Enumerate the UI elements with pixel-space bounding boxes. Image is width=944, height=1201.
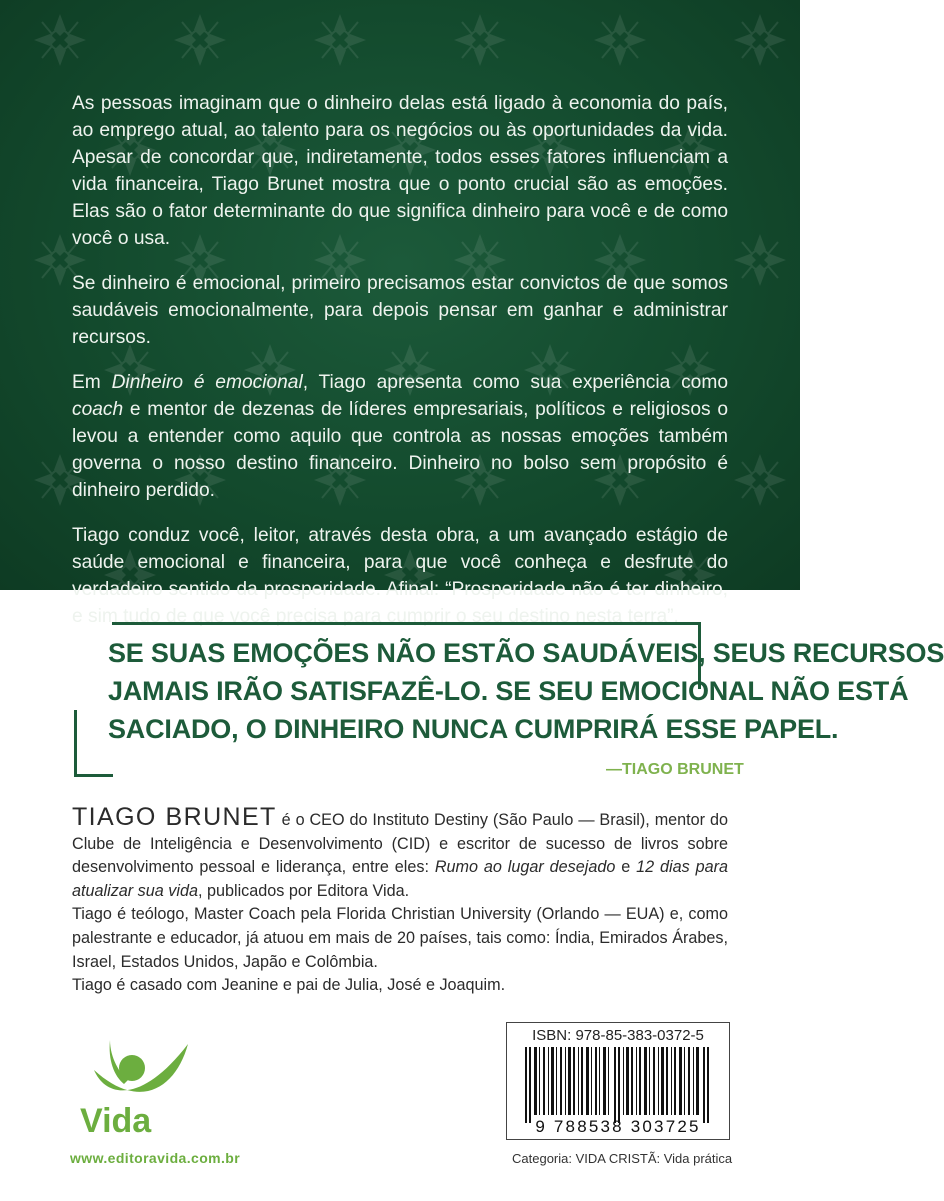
isbn-barcode xyxy=(506,1022,730,1140)
book-title: Dinheiro é emocional xyxy=(111,372,303,393)
publisher-logo-text: Vida xyxy=(80,1102,152,1140)
book-title-1: Rumo ao lugar desejado xyxy=(434,858,616,877)
quote-line-3: SACIADO, O DINHEIRO NUNCA CUMPRIRÁ ESSE PAPEL. xyxy=(108,714,839,744)
p3-prefix: Em xyxy=(72,372,112,393)
synopsis-text xyxy=(72,90,728,648)
p3-rest: e mentor de dezenas de líderes empresariais, políticos e religiosos o levou a entender como aquilo que controla as nossas emoções também governa o nosso destino financeiro. Dinheiro no bolso sem propósito é dinheiro perdido. xyxy=(72,399,728,501)
bio-p1-end: , publicados por Editora Vida. xyxy=(197,881,410,900)
publisher-logo xyxy=(80,1040,200,1140)
author-name: TIAGO BRUNET xyxy=(72,803,277,831)
book-category: Categoria: VIDA CRISTÃ: Vida prática xyxy=(512,1151,733,1166)
isbn-label: ISBN: 978-85-383-0372-5 xyxy=(532,1027,704,1044)
quote-line-2: JAMAIS IRÃO SATISFAZÊ-LO. SE SEU EMOCIONAL NÃO ESTÁ xyxy=(108,676,909,706)
quote-attribution: —TIAGO BRUNET xyxy=(606,761,744,778)
vida-figure-icon xyxy=(80,1040,200,1110)
bio-paragraph-1 xyxy=(72,803,728,903)
pull-quote xyxy=(72,620,944,780)
barcode-digits: 9 788538 303725 xyxy=(535,1117,701,1136)
synopsis-paragraph-1: As pessoas imaginam que o dinheiro delas está ligado à economia do país, ao emprego atual, ao talento para os negócios ou às oportunidades da vida. Apesar de concordar que, indiretamente, todos esses fatores influenciam a vida financeira, Tiago Brunet mostra que o ponto crucial são as emoções. Elas são o fator determinante do que significa dinheiro para você e de como você o usa. xyxy=(72,93,728,249)
p3-mid: , Tiago apresenta como sua experiência como xyxy=(302,372,728,393)
synopsis-paragraph-2: Se dinheiro é emocional, primeiro precisamos estar convictos de que somos saudáveis emocionalmente, para depois pensar em ganhar e administrar recursos. xyxy=(72,273,728,348)
quote-line-1: SE SUAS EMOÇÕES NÃO ESTÃO SAUDÁVEIS, SEUS RECURSOS xyxy=(108,638,944,668)
publisher-website[interactable]: www.editoravida.com.br xyxy=(70,1150,241,1166)
coach-term: coach xyxy=(72,399,124,420)
synopsis-paragraph-4: Tiago conduz você, leitor, através desta obra, a um avançado estágio de saúde emocional e financeira, para que você conheça e desfrute do verdadeiro sentido da prosperidade. Afinal: “Prosperidade não é ter dinheiro, e sim tudo de que você precisa para cumprir o seu destino nesta terra”. xyxy=(72,525,728,627)
book-title-2: 12 dias para atualizar sua vida xyxy=(72,858,728,900)
bio-paragraph-2: Tiago é teólogo, Master Coach pela Florida Christian University (Orlando — EUA) e, como palestrante e educador, já atuou em mais de 20 países, tais como: Índia, Emirados Árabes, Israel, Estados Unidos, Japão e Colômbia. xyxy=(72,905,728,971)
quote-text xyxy=(108,634,944,748)
author-bio xyxy=(72,803,728,998)
bio-p1-rest: é o CEO do Instituto Destiny (São Paulo — Brasil), mentor do Clube de Inteligência e Desenvolvimento (CID) e escritor de sucesso de livros sobre desenvolvimento pessoal e liderança, entre eles: xyxy=(72,811,728,877)
synopsis-paragraph-3 xyxy=(72,369,728,504)
synopsis-band xyxy=(0,0,800,627)
bio-and: e xyxy=(615,858,637,877)
bio-paragraph-3: Tiago é casado com Jeanine e pai de Julia, José e Joaquim. xyxy=(72,976,506,995)
barcode-bars-icon xyxy=(517,1047,719,1123)
